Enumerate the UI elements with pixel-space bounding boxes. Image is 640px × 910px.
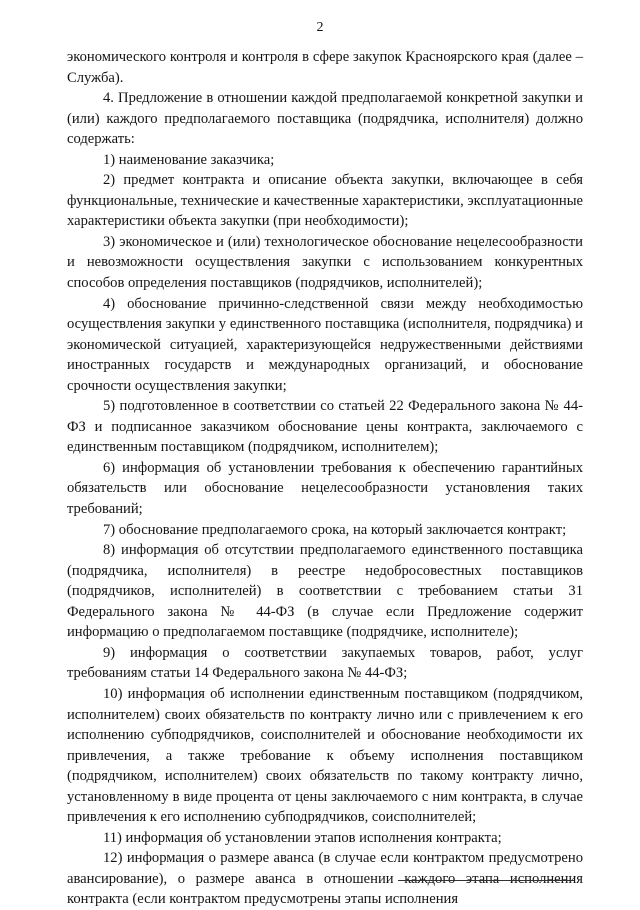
paragraph-subitem-12: 12) информация о размере аванса (в случае если контрактом предусмотрено авансирование), о размере аванса в отношении каждого этапа исполнения контракта (если контрактом предусмотрены этапы исполнения: [67, 850, 583, 908]
paragraph-subitem-10: 10) информация об исполнении единственным поставщиком (подрядчиком, исполнителем) своих обязательств по контракту лично или с привлечением к его исполнению субподрядчиков, соисполнителей и обоснование необходимости их привлечения, а также требование к объему исполнения поставщиком (подрядчиком, исполнителем) своих обязательств по такому контракту лично, установленному в виде процента от цены заключаемого с ним контракта, в случае привлечения к его исполнению субподрядчиков, соисполнителей;: [67, 685, 583, 826]
paragraph-subitem-8: 8) информация об отсутствии предполагаемого единственного поставщика (подрядчика, исполнителя) в реестре недобросовестных поставщиков (подрядчиков, исполнителей) в соответствии с требованием статьи 31 Федерального закона № 44-ФЗ (в случае если Предложение содержит информацию о предполагаемом поставщике (подрядчике, исполнителе);: [67, 542, 583, 641]
paragraph-subitem-5: 5) подготовленное в соответствии со статьей 22 Федерального закона № 44-ФЗ и подписанное заказчиком обоснование цены контракта, заключаемого с единственным поставщиком (подрядчиком, исполнителем);: [67, 398, 583, 456]
paragraph-subitem-6: 6) информация об установлении требования к обеспечению гарантийных обязательств или обоснование нецелесообразности установления таких требований;: [67, 459, 583, 518]
paragraph-subitem-3: 3) экономическое и (или) технологическое обоснование нецелесообразности и невозможности осуществления закупки с использованием конкурентных способов определения поставщиков (подрядчиков, исполнителей);: [67, 233, 583, 292]
paragraph-subitem-9: 9) информация о соответствии закупаемых товаров, работ, услуг требованиям статьи 14 Федерального закона № 44-ФЗ;: [67, 644, 583, 682]
paragraph-service-continuation: экономического контроля и контроля в сфере закупок Красноярского края (далее – Служба).: [67, 49, 583, 86]
paragraph-subitem-1: 1) наименование заказчика;: [103, 151, 275, 168]
paragraph-subitem-2: 2) предмет контракта и описание объекта закупки, включающее в себя функциональные, технические и качественные характеристики, эксплуатационные характеристики объекта закупки (при необходимости);: [67, 172, 583, 230]
document-body: [67, 47, 583, 910]
paragraph-subitem-4: 4) обоснование причинно-следственной связи между необходимостью осуществления закупки у единственного поставщика (исполнителя, подрядчика) и экономической ситуацией, характеризующейся недружественными действиями иностранных государств и международных организаций, и обоснование срочности осуществления закупки;: [67, 295, 583, 394]
footer-divider: [398, 880, 574, 881]
paragraph-subitem-11: 11) информация об установлении этапов исполнения контракта;: [103, 829, 502, 846]
page-number: 2: [316, 20, 324, 35]
paragraph-item-4: 4. Предложение в отношении каждой предполагаемой конкретной закупки и (или) каждого предполагаемого поставщика (подрядчика, исполнителя) должно содержать:: [67, 90, 583, 148]
paragraph-subitem-7: 7) обоснование предполагаемого срока, на который заключается контракт;: [103, 521, 567, 538]
